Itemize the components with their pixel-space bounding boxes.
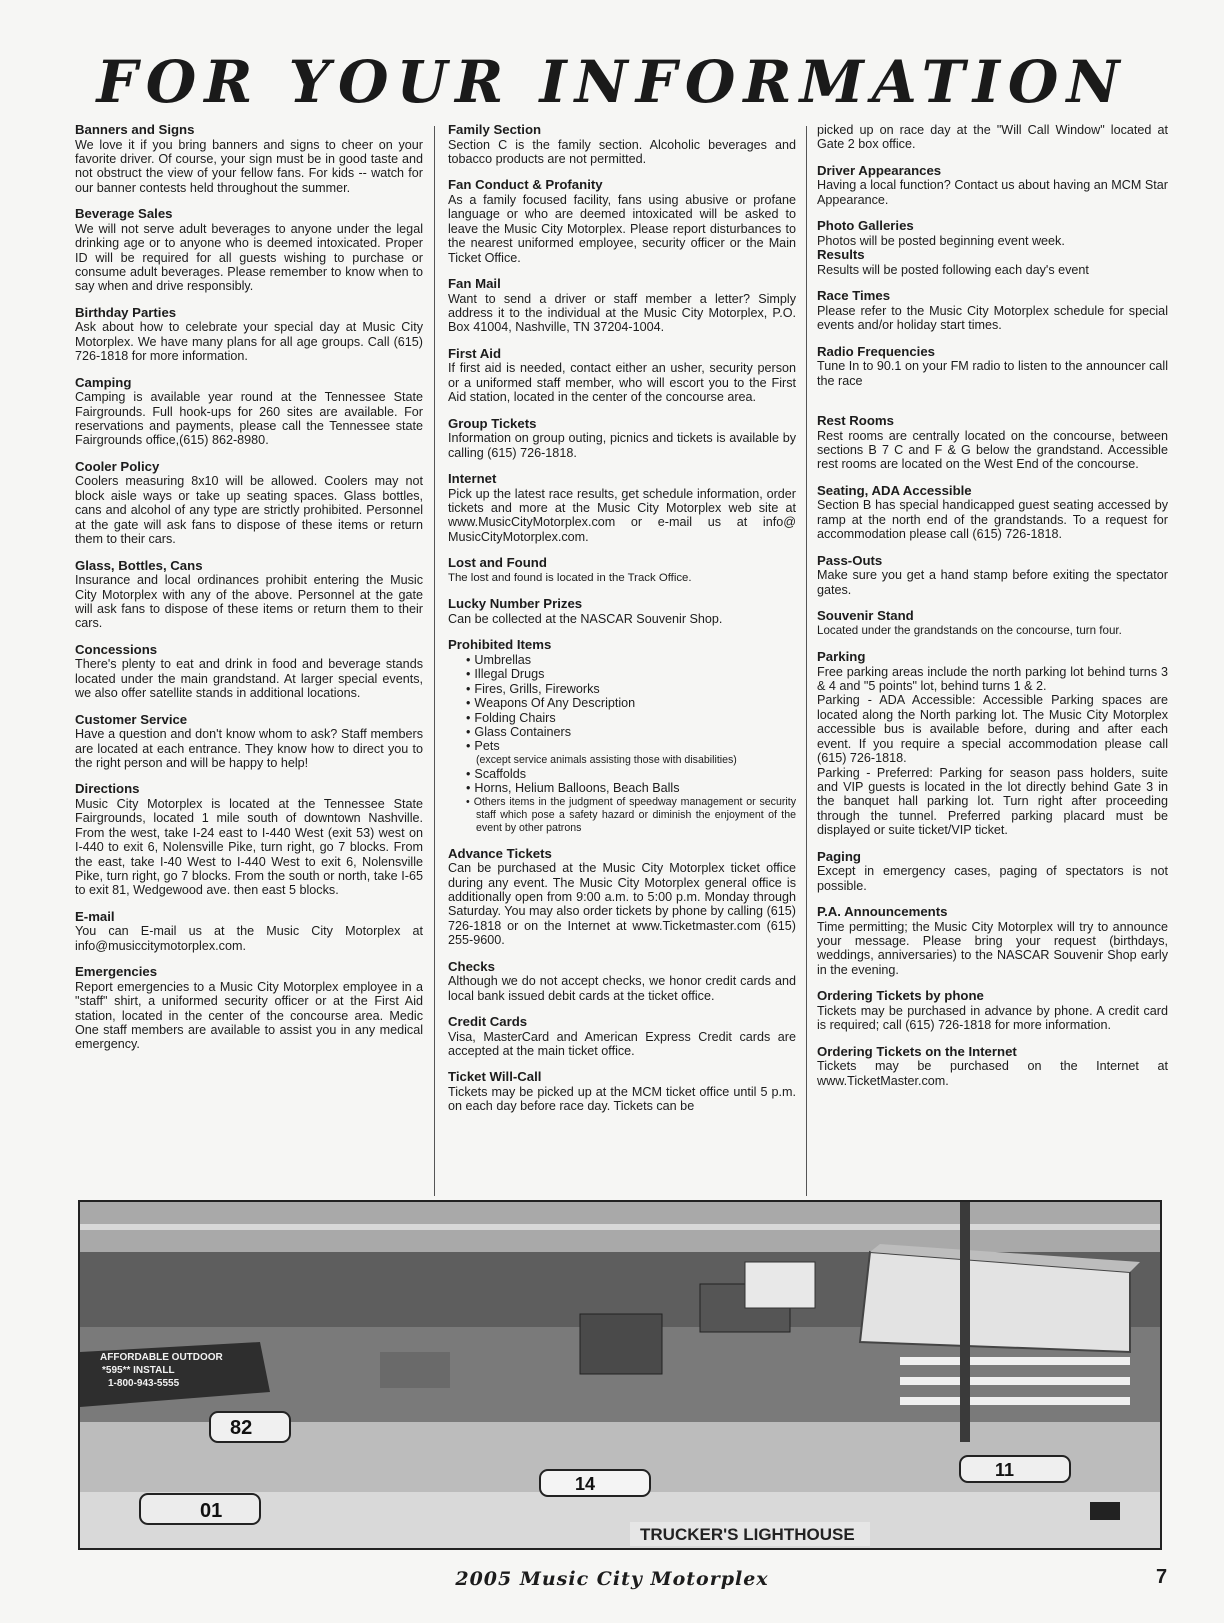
section-heading: P.A. Announcements (817, 903, 948, 919)
section-text: Have a question and don't know whom to ask? Staff members are located at each entrance. They know how to direct you to the right person and will be happy to help! (75, 727, 423, 770)
section-text: Coolers measuring 8x10 will be allowed. Coolers may not block aisle ways or take up seating spaces. Glass bottles, cans and alcohol of any type are strictly prohibited. Personnel at the gate will ask fans to dispose of these items or return them to their cars. (75, 474, 423, 547)
section-text: Music City Motorplex is located at the Tennessee State Fairgrounds, located 1 mile south of downtown Nashville. From the west, take I-24 east to I-440 West (exit 53) west on I-440 to exit 6, Nolensville Pike, turn right, go 7 blocks. From the east, take I-40 West to I-440 West to exit 6, Nolensville Pike, turn right, go 7 blocks. From the south or north, take I-65 to exit 81, Wedgewood ave. then east 5 blocks. (75, 796, 423, 898)
section-heading: Checks (448, 958, 495, 974)
section-race-times (817, 289, 1168, 332)
sign-text: AFFORDABLE OUTDOOR (100, 1352, 223, 1363)
list-item: • Pets (476, 739, 796, 753)
section-text: There's plenty to eat and drink in food and beverage stands located under the main grandstand. At larger special events, we also offer satellite stands in additional locations. (75, 657, 423, 701)
section-text: Rest rooms are centrally located on the concourse, between sections B 7 C and F & G below the grandstand. Accessible rest rooms are located on the West End of the concourse. (817, 428, 1168, 472)
car-number: 01 (200, 1500, 223, 1522)
section-camping (75, 376, 423, 448)
section-text: Ask about how to celebrate your special day at Music City Motorplex. We have many plans for all age groups. Call (615) 726-1818 for more information. (75, 320, 423, 364)
section-text: Section B has special handicapped guest seating accessed by ramp at the north end of the grandstands. To a request for accommodation please call (615) 726-1818. (817, 498, 1168, 542)
section-heading: Banners and Signs (75, 123, 195, 137)
section-heading: Credit Cards (448, 1013, 528, 1029)
section-heading: Concessions (75, 641, 158, 657)
column-divider (434, 126, 435, 1196)
section-heading: First Aid (448, 345, 501, 361)
section-heading: Radio Frequencies (817, 343, 935, 359)
section-directions (75, 782, 423, 897)
section-heading: Glass, Bottles, Cans (75, 557, 203, 573)
column-2 (448, 123, 796, 1201)
section-heading: Race Times (817, 288, 891, 304)
section-heading: Seating, ADA Accessible (817, 482, 972, 498)
section-text: If first aid is needed, contact either an usher, security person or a uniformed staff member, who will escort you to the First Aid station, located in the center of the concourse area. (448, 361, 796, 405)
section-heading: Directions (75, 781, 140, 797)
section-heading: Lost and Found (448, 555, 547, 571)
car-number: 11 (995, 1460, 1015, 1480)
section-concessions (75, 643, 423, 701)
section-parking (817, 650, 1168, 837)
section-heading: Group Tickets (448, 415, 537, 431)
section-text: Want to send a driver or staff member a letter? Simply address it to the individual at the Music City Motorplex, P.O. Box 41004, Nashville, TN 37204-1004. (448, 291, 796, 335)
section-heading: Ordering Tickets by phone (817, 988, 984, 1004)
section-seating-ada (817, 484, 1168, 542)
section-heading: Photo Galleries (817, 218, 914, 234)
column-3 (817, 123, 1168, 1168)
section-heading: Internet (448, 471, 497, 487)
section-pa-announcements (817, 905, 1168, 977)
section-email (75, 910, 423, 953)
section-heading: E-mail (75, 908, 115, 924)
section-heading: Results (817, 247, 865, 263)
section-advance-tickets (448, 847, 796, 948)
column-1 (75, 123, 423, 1153)
list-item: • Scaffolds (476, 767, 796, 781)
section-ordering-tickets-phone (817, 989, 1168, 1032)
section-prohibited-items (448, 638, 796, 834)
section-text: Photos will be posted beginning event week. (817, 233, 1065, 248)
section-heading: Cooler Policy (75, 458, 160, 474)
section-driver-appearances (817, 164, 1168, 207)
section-text: You can E-mail us at the Music City Motorplex at info@musiccitymotorplex.com. (75, 924, 423, 953)
section-rest-rooms (817, 414, 1168, 472)
section-heading: Rest Rooms (817, 413, 894, 429)
section-family-section (448, 123, 796, 166)
section-first-aid (448, 347, 796, 405)
section-birthday-parties (75, 306, 423, 364)
section-text: Tickets may be purchased on the Internet at www.TicketMaster.com. (817, 1059, 1168, 1088)
section-heading: Family Section (448, 123, 542, 137)
section-banners-signs (75, 123, 423, 195)
section-text: Report emergencies to a Music City Motorplex employee in a "staff" shirt, a uniformed security officer or at the First Aid station, located in the center of the concourse area. Medic One staff members are available to assist you in any medical emergency. (75, 979, 423, 1052)
section-text: Section C is the family section. Alcoholic beverages and tobacco products are not permitted. (448, 137, 796, 166)
section-heading: Lucky Number Prizes (448, 596, 583, 612)
footer-title: 2005 Music City Motorplex (455, 1568, 769, 1590)
section-text: Time permitting; the Music City Motorplex will try to announce your message. Please bring your request (birthdays, weddings, anniversaries) to the NASCAR Souvenir Shop early in the evening. (817, 919, 1168, 977)
section-glass-bottles-cans (75, 559, 423, 631)
section-text: Free parking areas include the north parking lot behind turns 3 & 4 and "5 points" lot, behind turns 1 & 2. (817, 664, 1168, 694)
section-heading: Driver Appearances (817, 162, 942, 178)
list-item: • Glass Containers (476, 725, 796, 739)
list-item-note: (except service animals assisting those with disabilities) (476, 753, 737, 766)
section-credit-cards (448, 1015, 796, 1058)
section-heading: Customer Service (75, 711, 188, 727)
section-text: Please refer to the Music City Motorplex schedule for special events and/or holiday start times. (817, 303, 1168, 333)
page-number: 7 (1156, 1566, 1168, 1588)
section-heading: Paging (817, 848, 861, 864)
list-item: • Folding Chairs (476, 711, 796, 725)
section-ticket-will-call-continued (817, 123, 1168, 152)
section-checks (448, 960, 796, 1003)
section-text: Can be purchased at the Music City Motorplex ticket office during any event. The Music City Motorplex general office is additionally open from 9:00 a.m. to 5:00 p.m. Monday through Saturday. You may also order tickets by phone by calling (615) 726-1818 or on the Internet at www.Ticketmaster.com (615) 255-9600. (448, 861, 796, 948)
section-text: Except in emergency cases, paging of spectators is not possible. (817, 864, 1168, 893)
car-number: 14 (575, 1474, 596, 1494)
list-item: • Others items in the judgment of speedway management or security staff which pose a safety hazard or diminish the enjoyment of the event by other patrons (476, 796, 796, 835)
section-fan-conduct (448, 178, 796, 265)
section-emergencies (75, 965, 423, 1052)
section-customer-service (75, 713, 423, 771)
section-fan-mail (448, 277, 796, 335)
section-text: Parking - ADA Accessible: Accessible Parking spaces are located along the North parking lot. The Music City Motorplex accessible bus is available before, during and after each event. If you require a special accommodation please call (615) 726-1818. (817, 693, 1168, 766)
section-text: Tickets may be purchased in advance by phone. A credit card is required; call (615) 726-1818 for more information. (817, 1003, 1168, 1033)
section-text: Can be collected at the NASCAR Souvenir Shop. (448, 611, 723, 626)
section-group-tickets (448, 417, 796, 460)
section-heading: Prohibited Items (448, 637, 552, 653)
section-text: Insurance and local ordinances prohibit entering the Music City Motorplex with any of the above. Personnel at the gate will ask fans to dispose of these items or return them to their cars. (75, 573, 423, 631)
section-text: Make sure you get a hand stamp before exiting the spectator gates. (817, 568, 1168, 597)
column-divider (806, 126, 807, 1196)
list-item: • Horns, Helium Balloons, Beach Balls (476, 781, 796, 795)
section-text: Information on group outing, picnics and tickets is available by calling (615) 726-1818. (448, 431, 796, 460)
prohibited-items-list (448, 653, 796, 835)
section-heading: Camping (75, 374, 132, 390)
section-heading: Parking (817, 649, 866, 665)
sign-text: 1-800-943-5555 (108, 1378, 180, 1389)
section-ticket-will-call (448, 1070, 796, 1113)
section-heading: Fan Mail (448, 276, 501, 292)
section-lucky-number-prizes (448, 597, 796, 626)
section-text: We will not serve adult beverages to anyone under the legal drinking age or to anyone who is deemed intoxicated. Proper ID will be required for all guests wishing to purchase or consume adult beverages. Please remember to know when to say when and drive responsibly. (75, 221, 423, 294)
photo-illustration (80, 1202, 1160, 1548)
section-text: Having a local function? Contact us about having an MCM Star Appearance. (817, 178, 1168, 207)
section-heading: Birthday Parties (75, 304, 177, 320)
section-text: Although we do not accept checks, we honor credit cards and local bank issued debit cards at the ticket office. (448, 974, 796, 1003)
section-text: Pick up the latest race results, get schedule information, order tickets and more at the Music City Motorplex web site at www.MusicCityMotorplex.com or e-mail us at info@ MusicCityMotorplex.com. (448, 486, 796, 544)
section-heading: Advance Tickets (448, 845, 552, 861)
section-text: The lost and found is located in the Track Office. (448, 571, 692, 584)
section-text: Tickets may be picked up at the MCM ticket office until 5 p.m. on each day before race day. Tickets can be (448, 1084, 796, 1114)
section-results (817, 248, 1168, 277)
page-title: FOR YOUR INFORMATION (96, 48, 1128, 116)
section-heading: Ticket Will-Call (448, 1069, 542, 1085)
section-text: Parking - Preferred: Parking for season pass holders, suite and VIP guests is located in the lot directly behind Gate 3 in the banquet hall parking lot. Turn right after proceeding through the tunnel. Preferred parking placard must be displayed or suite ticket/VIP ticket. (817, 765, 1168, 838)
section-cooler-policy (75, 460, 423, 547)
section-heading: Ordering Tickets on the Internet (817, 1043, 1017, 1059)
list-item: • Illegal Drugs (476, 667, 796, 681)
section-souvenir-stand (817, 609, 1168, 638)
section-text: Visa, MasterCard and American Express Credit cards are accepted at the main ticket office. (448, 1029, 796, 1058)
section-text: Located under the grandstands on the concourse, turn four. (817, 623, 1122, 637)
list-item: • Umbrellas (476, 653, 796, 667)
section-text: picked up on race day at the "Will Call Window" located at Gate 2 box office. (817, 123, 1168, 152)
section-ordering-tickets-internet (817, 1045, 1168, 1088)
section-internet (448, 472, 796, 544)
section-text: Camping is available year round at the Tennessee State Fairgrounds. Full hook-ups for 260 sites are available. For reservations and payments, please call the Tennessee state Fairgrounds office,(615) 862-8980. (75, 390, 423, 448)
list-item: • Fires, Grills, Fireworks (476, 682, 796, 696)
section-heading: Beverage Sales (75, 206, 173, 222)
section-heading: Emergencies (75, 964, 158, 980)
section-text: We love it if you bring banners and signs to cheer on your favorite driver. Of course, your sign must be in good taste and not obstruct the view of your fellow fans. For kids -- watch for our banner contests held throughout the summer. (75, 137, 423, 195)
section-photo-galleries (817, 219, 1168, 248)
section-radio-frequencies (817, 345, 1168, 388)
section-heading: Fan Conduct & Profanity (448, 177, 603, 193)
car-number: 82 (230, 1417, 253, 1439)
section-heading: Souvenir Stand (817, 608, 914, 624)
sign-text: *595** INSTALL (102, 1365, 175, 1376)
section-beverage-sales (75, 207, 423, 294)
section-text: As a family focused facility, fans using abusive or profane language or who are deemed intoxicated will be asked to leave the Music City Motorplex. Please report disturbances to the nearest uniformed employee, security officer or the Main Ticket Office. (448, 193, 796, 265)
section-heading: Pass-Outs (817, 552, 883, 568)
race-pit-photo (78, 1200, 1162, 1550)
section-text: Tune In to 90.1 on your FM radio to listen to the announcer call the race (817, 359, 1168, 388)
section-text: Results will be posted following each day's event (817, 262, 1089, 277)
banner-text: TRUCKER'S LIGHTHOUSE (640, 1525, 855, 1544)
section-lost-and-found (448, 556, 796, 585)
section-pass-outs (817, 554, 1168, 597)
list-item: • Weapons Of Any Description (476, 696, 796, 710)
section-paging (817, 850, 1168, 893)
